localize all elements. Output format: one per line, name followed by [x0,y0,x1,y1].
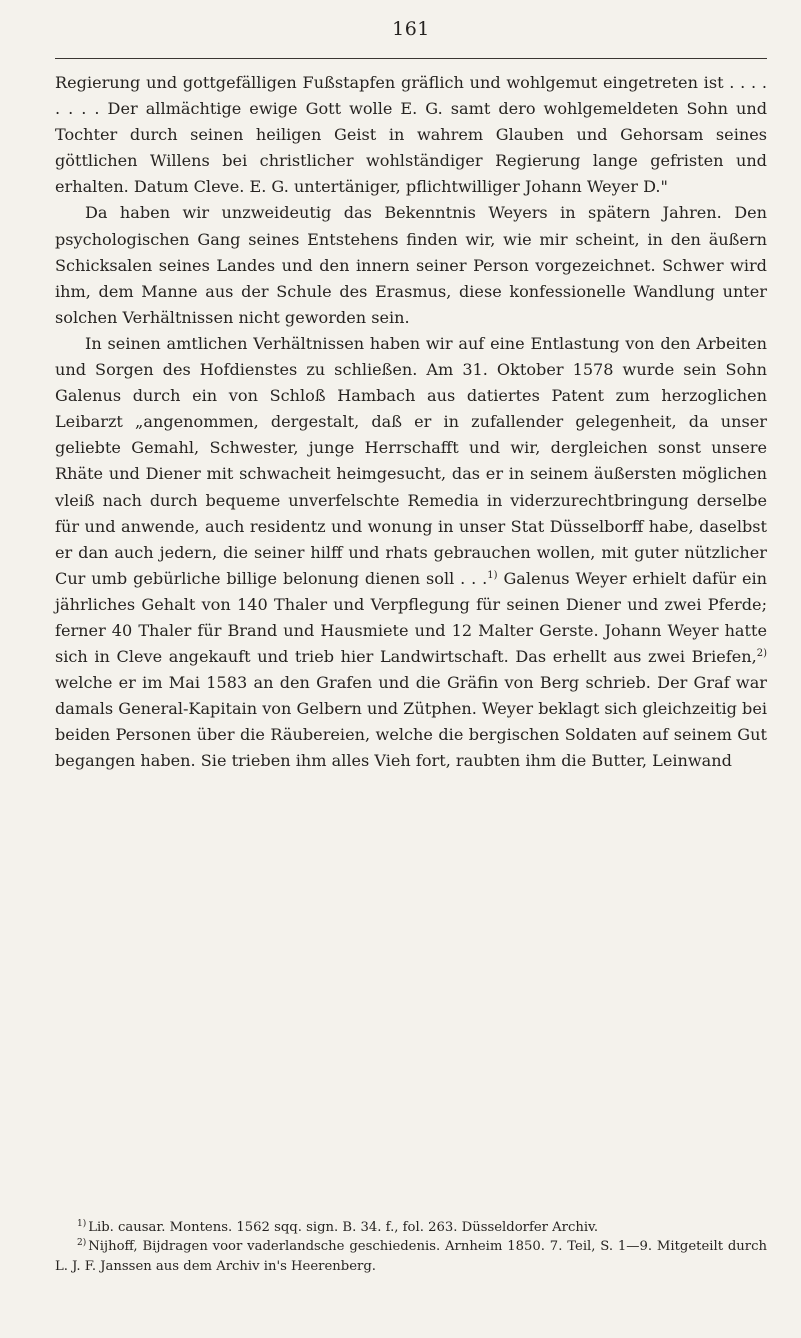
paragraph [55,331,767,775]
paragraph-text: Galenus Weyer erhielt dafür ein jährliches Gehalt von 140 Thaler und Verpflegung für seinen Diener und zwei Pferde; ferner 40 Thaler für Brand und Hausmiete und 12 Malter Gerste. Johann Weyer hatte sich in Cleve angekauft und trieb hier Landwirtschaft. Das erhellt aus zwei Briefen, [55,568,767,667]
footnotes [55,1218,767,1276]
footnote-mark: 1) [77,1219,87,1229]
footnote-reference: 1) [487,569,498,581]
paragraph [55,200,767,330]
page-number: 161 [392,18,430,40]
paragraph [55,70,767,200]
paragraph-text: welche er im Mai 1583 an den Grafen und die Gräfin von Berg schrieb. Der Graf war damals General-Kapitain von Gelbern und Zütphen. Weyer beklagt sich gleichzeitig bei beiden Personen über die Räubereien, welche die bergischen Soldaten auf seinem Gut begangen haben. Sie trieben ihm alles Vieh fort, raubten ihm die Butter, Leinwand [55,673,767,771]
footnote-mark: 2) [77,1238,87,1249]
footnote [55,1218,767,1237]
paragraph-text: In seinen amtlichen Verhältnissen haben wir auf eine Entlastung von den Arbeiten und Sorgen des Hofdienstes zu schließen. Am 31. Oktober 1578 wurde sein Sohn Galenus durch ein von Schloß Hambach aus datiertes Patent zum herzoglichen Leibarzt „angenommen, dergestalt, daß er in zufallender gelegenheit, da unser geliebte Gemahl, Schwester, junge Herrschafft und wir, dergleichen sonst unsere Rhäte und Diener mit schwacheit heimgesucht, das er in seinem äußersten möglichen vleiß nach durch bequeme unverfelschte Remedia in viderzurechtbringung derselbe für und anwende, auch residentz und wonung in unser Stat Düsselborff habe, daselbst er dan auch jedern, die seiner hilff und rhats gebrauchen wollen, mit guter nützlicher Cur umb gebürliche billige belonung dienen soll . . . [55,333,767,588]
paragraph-text: Da haben wir unzweideutig das Bekenntnis Weyers in spätern Jahren. Den psychologischen Gang seines Entstehens finden wir, wie mir scheint, in den äußern Schicksalen seines Landes und den innern seiner Person vorgezeichnet. Schwer wird ihm, dem Manne aus der Schule des Erasmus, diese konfessionelle Wandlung unter solchen Verhältnissen nicht geworden sein. [55,203,767,327]
paragraph-text: Regierung und gottgefälligen Fußstapfen gräflich und wohlgemut eingetreten ist . . . . . . . . Der allmächtige ewige Gott wolle E. G. samt dero wohlgemeldeten Sohn und Tochter durch seinen heiligen Geist in wahrem Glauben und Gehorsam seines göttlichen Willens bei christlicher wohlständiger Regierung lange gefristen und erhalten. Datum Cleve. E. G. untertäniger, pflichtwilliger Johann Weyer D." [55,73,767,197]
footnote [55,1237,767,1276]
footnote-text: Lib. causar. Montens. 1562 sqq. sign. B. 34. f., fol. 263. Düsseldorfer Archiv. [88,1220,599,1235]
body-text [55,70,767,775]
footnote-text: Nijhoff, Bijdragen voor vaderlandsche geschiedenis. Arnheim 1850. 7. Teil, S. 1—9. Mitgeteilt durch L. J. F. Janssen aus dem Archiv in's Heerenberg. [55,1239,767,1274]
header-rule [55,58,767,59]
footnote-reference: 2) [756,648,767,660]
